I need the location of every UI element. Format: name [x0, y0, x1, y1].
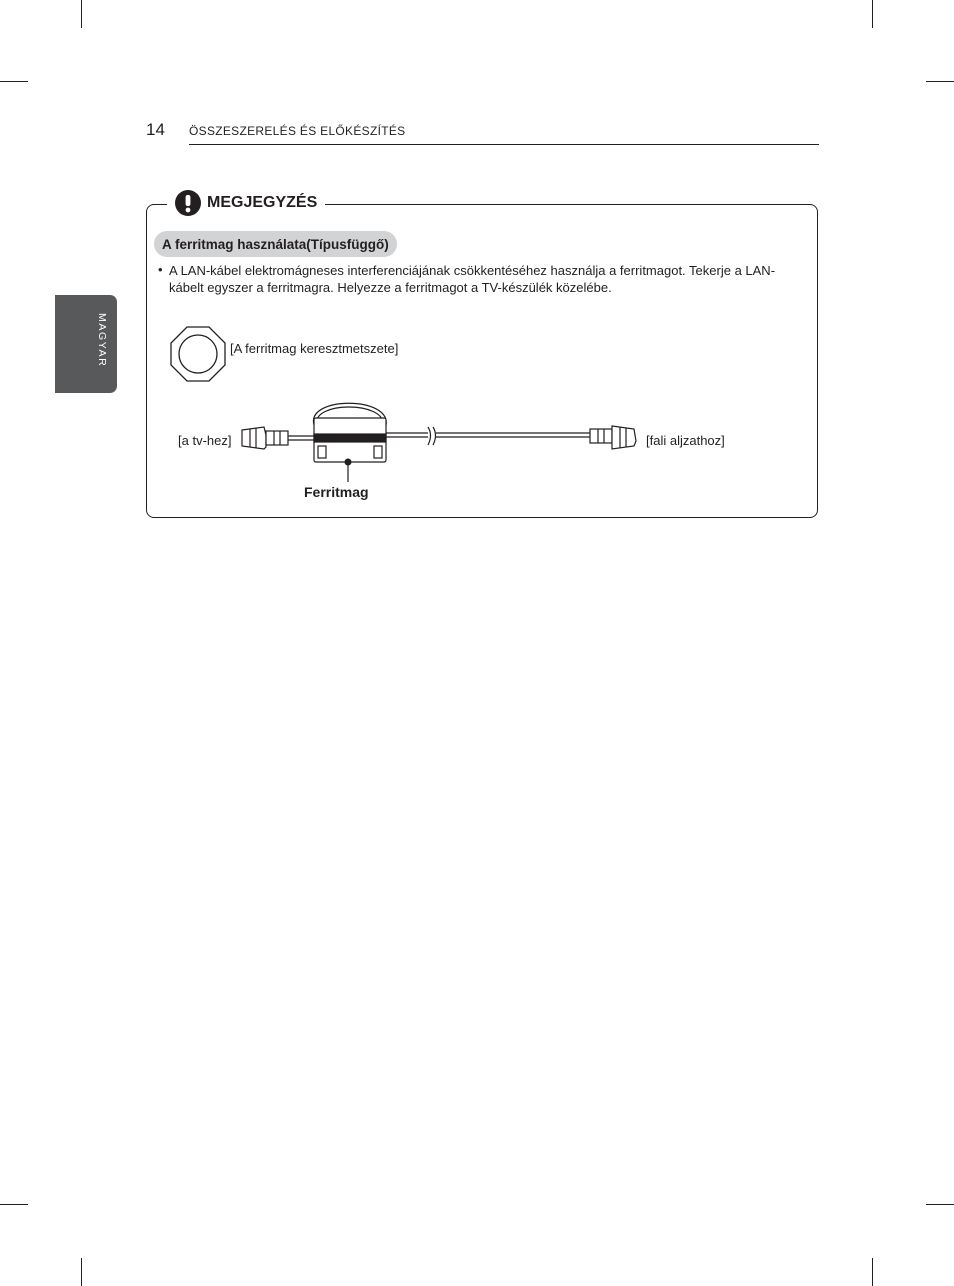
tv-label: [a tv-hez]: [178, 433, 232, 448]
wall-side-plug: [590, 426, 636, 449]
note-header: [167, 186, 325, 220]
ferrite-pointer: [345, 459, 352, 483]
crop-mark: [926, 81, 954, 82]
wall-label: [fali aljzathoz]: [646, 433, 725, 448]
note-title: MEGJEGYZÉS: [207, 194, 318, 211]
crop-mark: [0, 1204, 28, 1205]
language-tab-label: MAGYAR: [96, 313, 108, 368]
ferrite-core-label: Ferritmag: [304, 484, 369, 500]
note-subheading-text: A ferritmag használata(Típusfüggő): [162, 236, 389, 252]
bullet-marker: •: [158, 262, 163, 277]
header-rule: [189, 144, 819, 145]
exclamation-icon: [175, 190, 201, 216]
page-number: 14: [146, 120, 165, 139]
crop-mark: [0, 81, 28, 82]
note-body: A LAN-kábel elektromágneses interferenciájának csökkentéséhez használja a ferritmagot. Tekerje a LAN-kábelt egyszer a ferritmagra. Helyezze a ferritmagot a TV-készülék közelébe.: [169, 263, 776, 295]
crop-mark: [872, 1258, 873, 1286]
ferrite-core-diagram: [146, 300, 806, 510]
cross-section-label: [A ferritmag keresztmetszete]: [230, 341, 399, 356]
crop-mark: [81, 1258, 82, 1286]
crop-mark: [872, 0, 873, 28]
section-title: ÖSSZESZERELÉS ÉS ELŐKÉSZÍTÉS: [189, 124, 406, 138]
note-subheading: [154, 231, 397, 257]
crop-mark: [926, 1204, 954, 1205]
language-tab: [55, 295, 117, 393]
crop-mark: [81, 0, 82, 28]
ferrite-core: [314, 418, 386, 462]
ferrite-cross-section: [171, 327, 225, 381]
tv-side-plug: [242, 427, 288, 449]
